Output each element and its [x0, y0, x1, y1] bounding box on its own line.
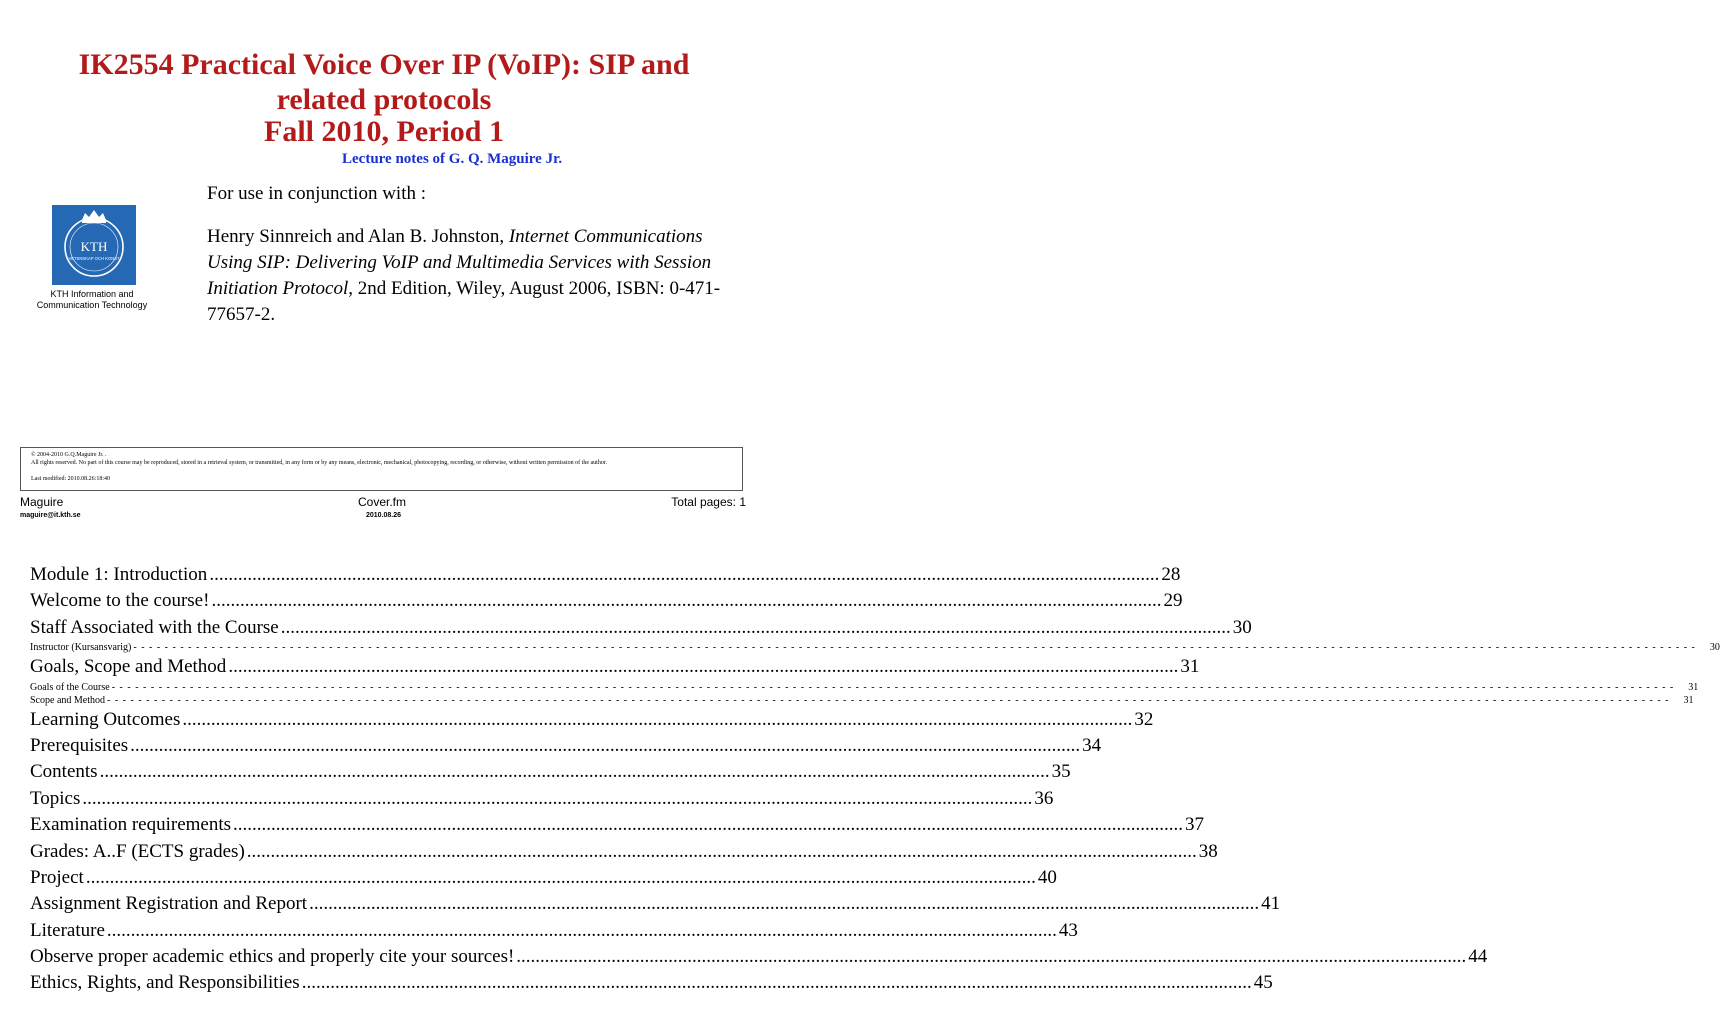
toc-entry-label: Staff Associated with the Course [30, 616, 279, 638]
toc-entry[interactable] [30, 733, 1102, 759]
book-authors: Henry Sinnreich and Alan B. Johnston, [207, 226, 509, 247]
toc-leader-dots: ........................................................................................................................................................................................................ [233, 814, 1184, 836]
toc-entry-label: Project [30, 866, 84, 888]
toc-entry-label: Prerequisites [30, 734, 129, 756]
toc-page-number: 40 [1037, 866, 1057, 888]
toc-page-number: 31 [1180, 656, 1200, 678]
toc-leader-dots: ........................................................................................................................................................................................................ [130, 734, 1081, 756]
toc-leader-dots: ........................................................................................................................................................................................................ [228, 656, 1179, 678]
toc-entry[interactable] [30, 588, 1183, 614]
toc-page-number: 43 [1058, 919, 1078, 941]
course-title: IK2554 Practical Voice Over IP (VoIP): SIP and [78, 48, 690, 81]
toc-page-number: 41 [1261, 893, 1281, 915]
toc-leader-dots: ........................................................................................................................................................................................................ [246, 840, 1197, 862]
footer-filename: Cover.fm [358, 495, 407, 509]
footer-email: maguire@it.kth.se [20, 512, 81, 519]
table-of-contents [30, 562, 1720, 997]
footer-author: Maguire [20, 495, 64, 509]
toc-page-number: 30 [1709, 642, 1720, 654]
toc-page-number: 29 [1163, 590, 1183, 612]
toc-leader-dots: ........................................................................................................................................................................................................ [209, 564, 1160, 585]
kth-logo-text: KTH [80, 239, 108, 254]
toc-leader-dots: ........................................................................................................................................................................................................ [516, 946, 1467, 968]
toc-entry-label: Grades: A..F (ECTS grades) [30, 840, 245, 862]
toc-leader-dots: ........................................................................................................................................................................................................ [182, 708, 1133, 730]
toc-leader-dots: ........................................................................................................................................................................................................ [280, 616, 1231, 638]
toc-page-number: 36 [1034, 787, 1054, 809]
logo-caption [16, 289, 168, 311]
logo-caption-line1: KTH Information and [50, 289, 134, 299]
toc-entry[interactable] [30, 891, 1281, 917]
toc-leader-dots: ........................................................................................................................................................................................................ [106, 919, 1057, 941]
toc-leader-dots: ........................................................................................................................................................................................................ [309, 893, 1260, 915]
for-use-text: For use in conjunction with : [207, 183, 427, 204]
toc-entry[interactable] [30, 812, 1205, 838]
logo-caption-line2: Communication Technology [36, 300, 148, 310]
toc-entry-label: Observe proper academic ethics and properly cite your sources! [30, 946, 515, 968]
toc-entry-label: Goals, Scope and Method [30, 656, 227, 678]
toc-entry-label: Contents [30, 761, 98, 783]
toc-entry[interactable] [30, 839, 1218, 865]
footer-total-pages: Total pages: 1 [671, 495, 746, 509]
toc-page-number: 45 [1253, 972, 1273, 994]
toc-page-number: 38 [1198, 840, 1218, 862]
toc-entry[interactable] [30, 970, 1273, 996]
toc-leader-dots: ........................................................................................................................................................................................................ [301, 972, 1252, 994]
rights-statement: All rights reserved. No part of this course may be reproduced, stored in a retrieval system, or transmitted, in any form or by any means, electronic, mechanical, photocopying, recording, or otherwise, without written permission of the author. [31, 460, 608, 466]
toc-leader-dots: - - - - - - - - - - - - - - - - - - - - - - - - - - - - - - - - - - - - - - - - - - - - - - - - - - - - - - - - - - - - - - - - - - - - - - - - - - - - - - - - - - - - - - - - - - - - - - - - - - - - - - - - - - - - - - - - - - - - - - - - - - - - - - - - - - - - - - - - - - - - - - - - - - - - - - - - - - - - - - - - - - - - - - - - - - - - - - - - - - - - - - - - - - - - - - - - - - - - - - - - [133, 642, 1696, 654]
toc-entry-label: Ethics, Rights, and Responsibilities [30, 972, 300, 994]
toc-page-number: 34 [1082, 734, 1102, 756]
toc-entry-label: Instructor (Kursansvarig) [30, 642, 132, 654]
toc-page-number: 44 [1468, 946, 1488, 968]
toc-entry[interactable] [30, 918, 1078, 944]
toc-page-number: 32 [1134, 708, 1154, 730]
toc-entry[interactable] [30, 654, 1200, 680]
toc-page-number: 28 [1161, 564, 1181, 585]
last-modified: Last modified: 2010.08.26:18:40 [31, 476, 110, 482]
course-term: Fall 2010, Period 1 [264, 115, 504, 148]
toc-page-number: 37 [1185, 814, 1205, 836]
copyright-box [20, 447, 743, 491]
toc-entry-label: Module 1: Introduction [30, 564, 208, 585]
toc-entry[interactable] [30, 944, 1488, 970]
book-reference [207, 224, 747, 328]
toc-entry-label: Welcome to the course! [30, 590, 210, 612]
toc-entry[interactable] [30, 562, 1181, 588]
toc-entry[interactable] [30, 681, 1699, 694]
toc-entry[interactable] [30, 615, 1252, 641]
toc-entry[interactable] [30, 786, 1054, 812]
toc-page-number: 31 [1688, 681, 1699, 693]
toc-entry-label: Topics [30, 787, 81, 809]
toc-entry[interactable] [30, 641, 1720, 654]
copyright-line: © 2004-2010 G.Q.Maguire Jr. . [31, 452, 107, 458]
toc-leader-dots: - - - - - - - - - - - - - - - - - - - - - - - - - - - - - - - - - - - - - - - - - - - - - - - - - - - - - - - - - - - - - - - - - - - - - - - - - - - - - - - - - - - - - - - - - - - - - - - - - - - - - - - - - - - - - - - - - - - - - - - - - - - - - - - - - - - - - - - - - - - - - - - - - - - - - - - - - - - - - - - - - - - - - - - - - - - - - - - - - - - - - - - - - - - - - - - - - - - - - - - - [111, 681, 1675, 693]
book-title: Internet Communications Using SIP: Delivering VoIP and Multimedia Services with Session Initiation Protocol [207, 226, 712, 299]
toc-entry[interactable] [30, 759, 1071, 785]
toc-leader-dots: ........................................................................................................................................................................................................ [85, 866, 1036, 888]
toc-entry-label: Assignment Registration and Report [30, 893, 308, 915]
toc-leader-dots: ........................................................................................................................................................................................................ [99, 761, 1050, 783]
toc-page-number: 35 [1051, 761, 1071, 783]
lecture-notes-author: Lecture notes of G. Q. Maguire Jr. [342, 151, 563, 167]
toc-entry-label: Examination requirements [30, 814, 232, 836]
toc-entry-label: Literature [30, 919, 105, 941]
toc-entry-label: Scope and Method [30, 694, 105, 706]
kth-logo-subtext: VETENSKAP OCH KONST [68, 256, 120, 261]
toc-page-number: 31 [1683, 694, 1694, 706]
toc-entry-label: Learning Outcomes [30, 708, 181, 730]
toc-page-number: 30 [1232, 616, 1252, 638]
footer-date: 2010.08.26 [366, 512, 402, 519]
toc-entry[interactable] [30, 694, 1694, 707]
toc-entry[interactable] [30, 707, 1154, 733]
toc-leader-dots: ........................................................................................................................................................................................................ [211, 590, 1162, 612]
kth-logo [52, 205, 136, 285]
toc-leader-dots: - - - - - - - - - - - - - - - - - - - - - - - - - - - - - - - - - - - - - - - - - - - - - - - - - - - - - - - - - - - - - - - - - - - - - - - - - - - - - - - - - - - - - - - - - - - - - - - - - - - - - - - - - - - - - - - - - - - - - - - - - - - - - - - - - - - - - - - - - - - - - - - - - - - - - - - - - - - - - - - - - - - - - - - - - - - - - - - - - - - - - - - - - - - - - - - - - - - - - - - - [107, 694, 1670, 706]
toc-entry-label: Goals of the Course [30, 681, 110, 693]
course-title-line2: related protocols [276, 83, 492, 116]
kth-crown-seal-icon [52, 205, 136, 285]
toc-leader-dots: ........................................................................................................................................................................................................ [82, 787, 1033, 809]
book-details: , 2nd Edition, Wiley, August 2006, ISBN: 0-471-77657-2. [207, 278, 721, 325]
toc-entry[interactable] [30, 865, 1057, 891]
